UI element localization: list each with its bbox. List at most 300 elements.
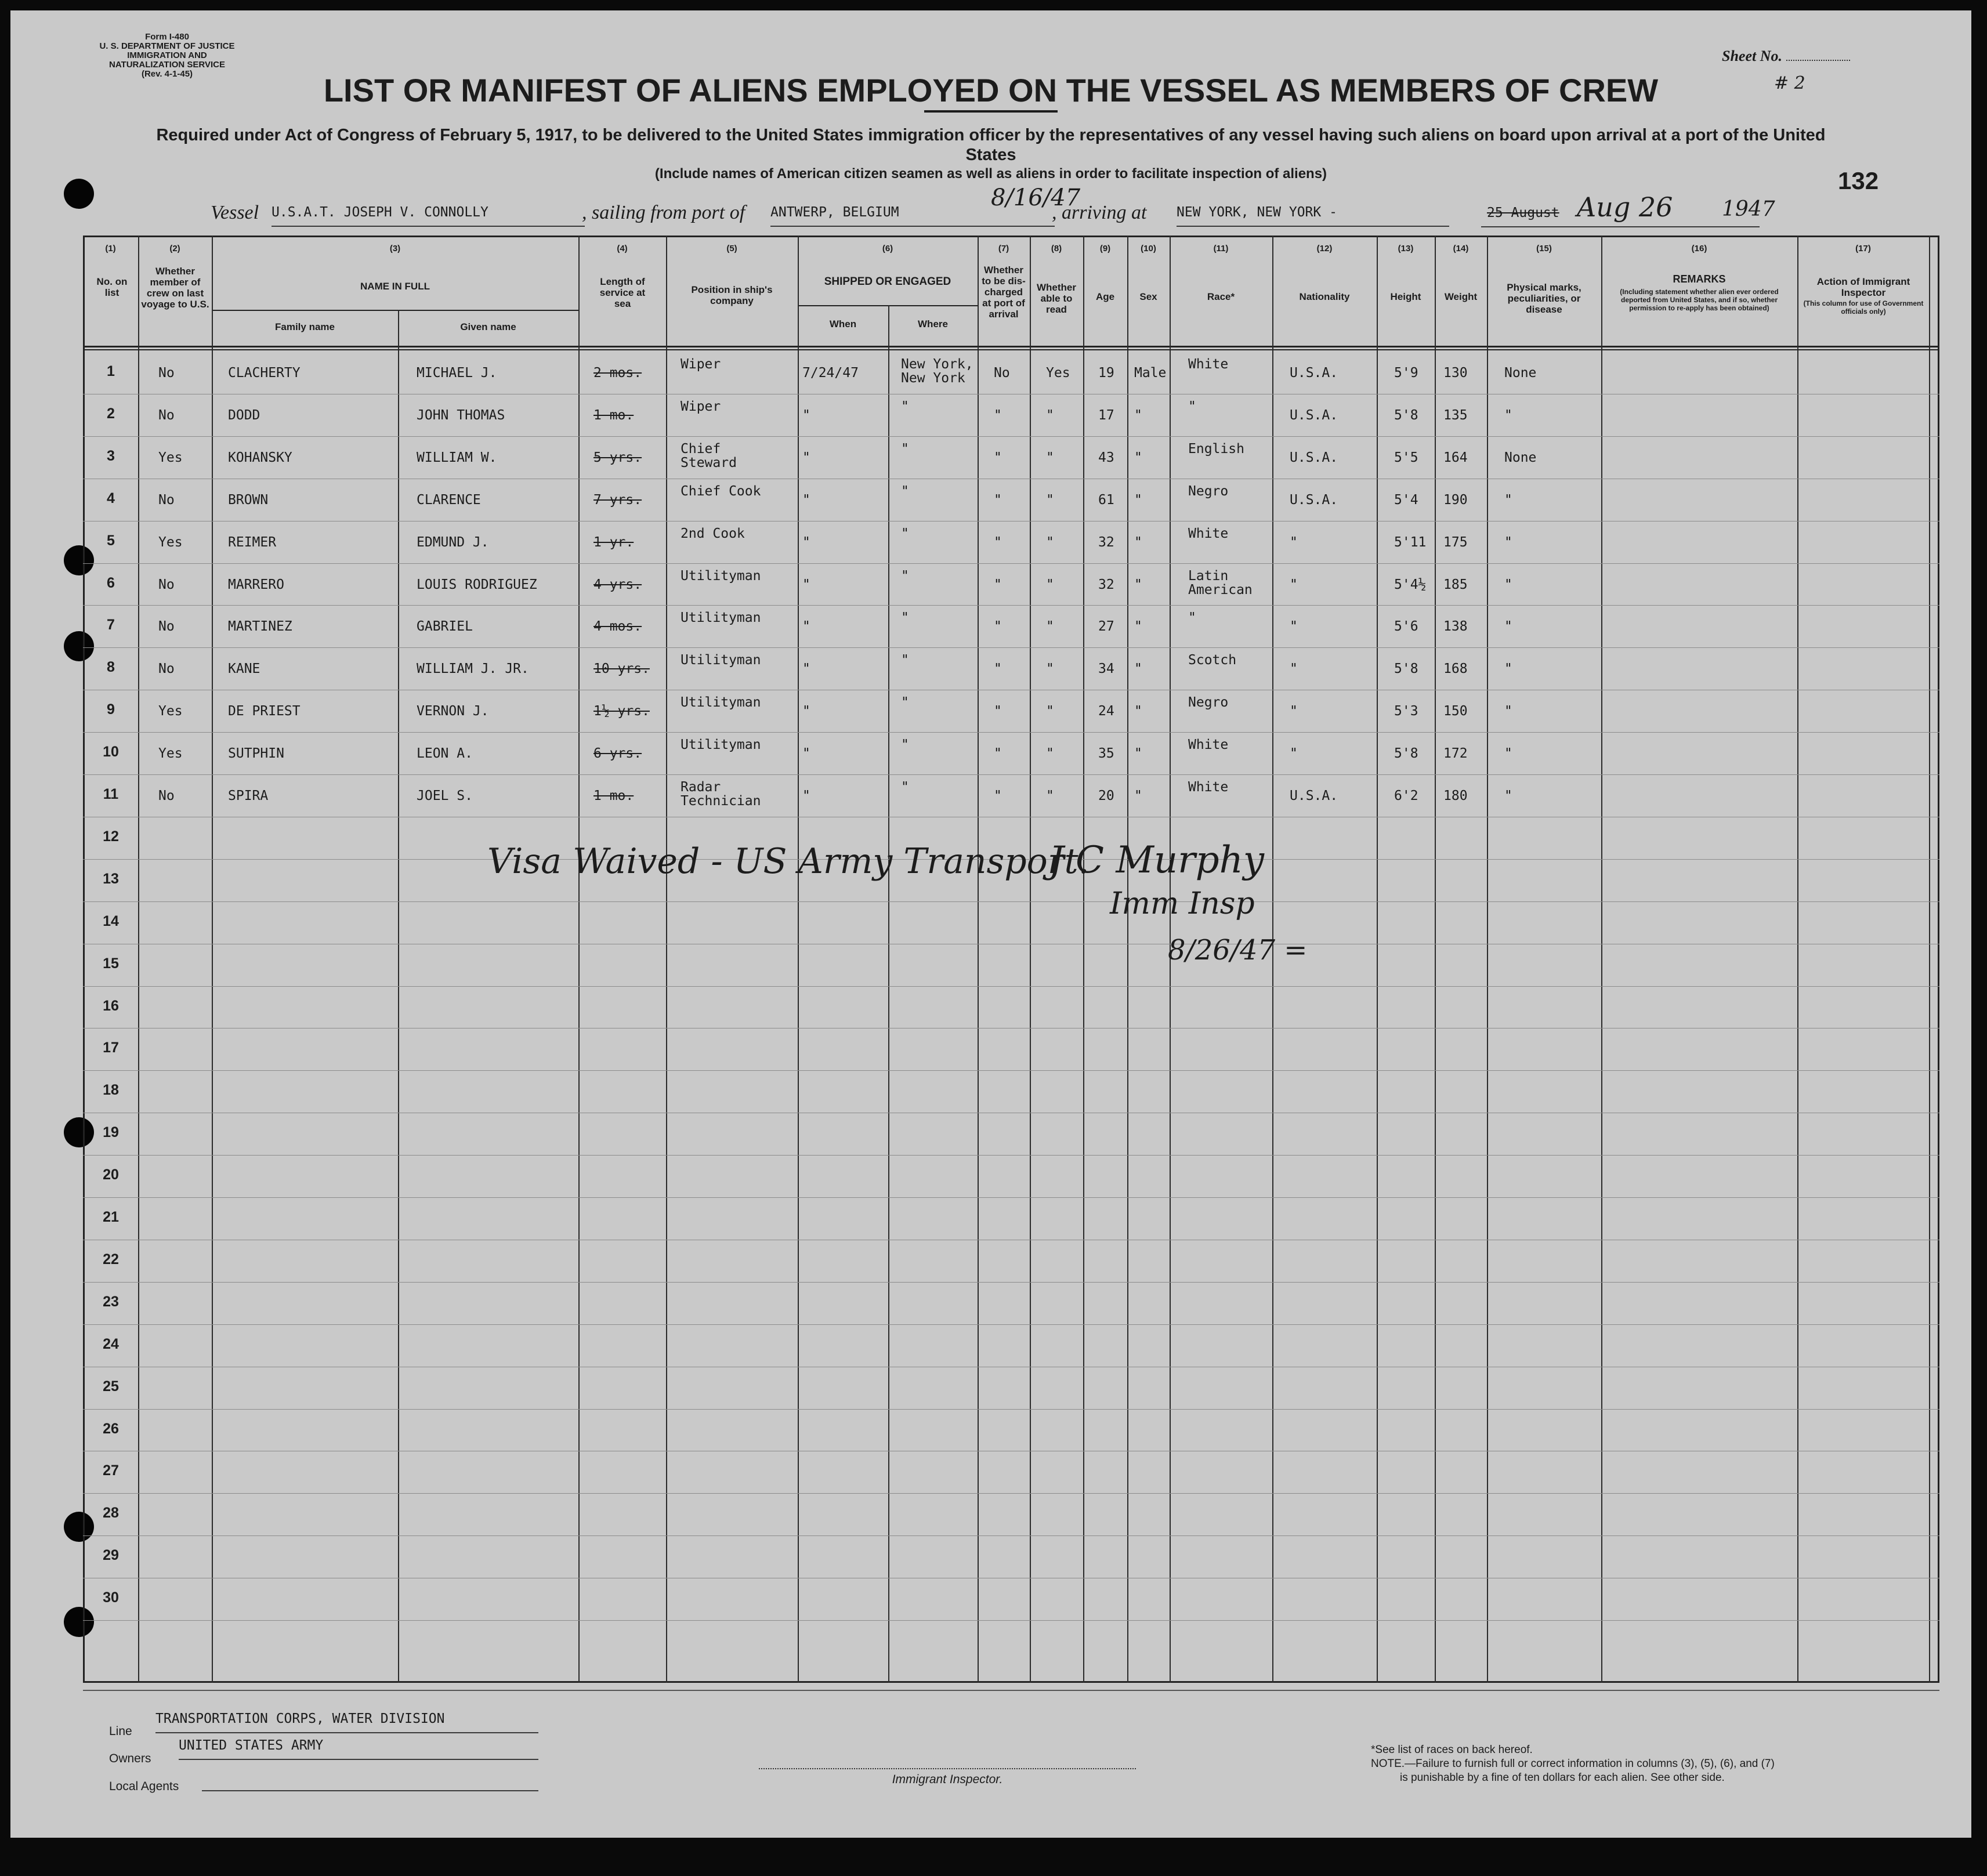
service-length-cell: 4 mos. (593, 619, 642, 635)
age-cell: 27 (1098, 619, 1114, 635)
position-cell: Chief Cook (681, 483, 761, 499)
family-name-cell: SPIRA (228, 788, 269, 803)
col-line (1601, 236, 1602, 1683)
nationality-cell: " (1290, 619, 1298, 635)
row-rule (83, 986, 1939, 987)
races-note: *See list of races on back hereof. (1371, 1744, 1533, 1756)
row-number: 23 (103, 1293, 119, 1310)
family-name-cell: BROWN (228, 492, 269, 508)
col-number: (15) (1536, 244, 1552, 253)
shipped-where-cell: " (901, 737, 909, 753)
position-cell: Wiper (681, 357, 721, 372)
age-cell: 43 (1098, 450, 1114, 465)
struck-date: 25 August (1487, 205, 1559, 220)
service-length-cell: 1 yr. (593, 534, 634, 550)
age-cell: 32 (1098, 534, 1114, 550)
page-number: 132 (1838, 167, 1879, 194)
row-number: 15 (103, 955, 119, 972)
position-cell: Utilityman (681, 737, 761, 753)
weight-cell: 185 (1443, 577, 1468, 592)
family-name-cell: MARRERO (228, 577, 284, 592)
shipped-when-cell: " (802, 788, 810, 803)
sailing-label: , sailing from port of (582, 202, 745, 223)
position-cell: Utilityman (681, 610, 761, 626)
col-line (1797, 236, 1798, 1683)
inspector-signature: J C Murphy (1049, 839, 1264, 882)
able-to-read-cell: " (1046, 534, 1054, 550)
race-cell: Negro (1188, 483, 1229, 499)
nationality-cell: U.S.A. (1290, 788, 1338, 803)
physical-marks-cell: " (1504, 746, 1512, 762)
family-name-cell: KANE (228, 661, 260, 677)
crew-table (83, 236, 1939, 1683)
sex-cell: " (1134, 534, 1142, 550)
able-to-read-cell: " (1046, 450, 1054, 465)
header-inspector-note: (This column for use of Government officials only) (1803, 299, 1924, 316)
service-length-cell: 7 yrs. (593, 492, 642, 508)
footer-separator (83, 1690, 1939, 1691)
nationality-cell: U.S.A. (1290, 365, 1338, 381)
header-last-voyage: Whether member of crew on last voyage to U.S. (141, 266, 209, 310)
able-to-read-cell: " (1046, 704, 1054, 719)
family-name-cell: CLACHERTY (228, 365, 301, 381)
local-agents-line (202, 1790, 538, 1791)
header-sex: Sex (1139, 291, 1157, 302)
row-rule (83, 1493, 1939, 1494)
given-name-cell: WILLIAM W. (417, 450, 497, 465)
sex-cell: " (1134, 450, 1142, 465)
sex-cell: " (1134, 619, 1142, 635)
header-no-on-list: No. on list (96, 276, 128, 298)
age-cell: 17 (1098, 407, 1114, 423)
sex-cell: " (1134, 577, 1142, 592)
service-length-cell: 1 mo. (593, 788, 634, 803)
last-voyage-cell: No (158, 365, 175, 381)
discharged-cell: " (994, 492, 1002, 508)
form-number: Form I-480 (145, 32, 189, 42)
row-number: 2 (107, 405, 115, 422)
row-number: 10 (103, 744, 119, 760)
inspector-title: Imm Insp (1110, 886, 1255, 921)
row-number: 26 (103, 1420, 119, 1437)
weight-cell: 172 (1443, 746, 1468, 762)
given-name-cell: MICHAEL J. (417, 365, 497, 381)
vessel-name: U.S.A.T. JOSEPH V. CONNOLLY (272, 205, 585, 227)
shipped-when-cell: " (802, 534, 810, 550)
race-cell: White (1188, 780, 1229, 795)
col-number: (11) (1213, 244, 1229, 253)
row-rule (83, 1070, 1939, 1071)
given-name-cell: JOEL S. (417, 788, 473, 803)
height-cell: 5'5 (1394, 450, 1418, 465)
shipped-when-cell: " (802, 450, 810, 465)
nationality-cell: U.S.A. (1290, 450, 1338, 465)
shipped-where-cell: New York, New York (901, 357, 973, 386)
line-label: Line (109, 1725, 132, 1738)
row-number: 20 (103, 1167, 119, 1183)
owners-label: Owners (109, 1752, 151, 1765)
nationality-cell: " (1290, 534, 1298, 550)
row-number: 16 (103, 997, 119, 1014)
nationality-cell: " (1290, 661, 1298, 677)
row-number: 3 (107, 447, 115, 464)
row-number: 6 (107, 574, 115, 591)
physical-marks-cell: " (1504, 704, 1512, 719)
able-to-read-cell: Yes (1046, 365, 1070, 381)
height-cell: 5'8 (1394, 661, 1418, 677)
row-rule (83, 1197, 1939, 1198)
height-cell: 5'8 (1394, 407, 1418, 423)
service-length-cell: 6 yrs. (593, 746, 642, 762)
col-line (888, 305, 889, 1683)
row-number: 18 (103, 1082, 119, 1099)
weight-cell: 164 (1443, 450, 1468, 465)
row-rule (83, 901, 1939, 902)
punch-hole (64, 179, 94, 209)
position-cell: Radar Technician (681, 780, 761, 809)
row-number: 7 (107, 617, 115, 633)
agency-service-line: IMMIGRATION AND NATURALIZATION SERVICE (108, 50, 225, 70)
col-number: (8) (1051, 244, 1062, 253)
height-cell: 5'4 (1394, 492, 1418, 508)
race-cell: White (1188, 357, 1229, 372)
service-length-cell: 1 mo. (593, 407, 634, 423)
family-name-cell: SUTPHIN (228, 746, 284, 762)
race-cell: English (1188, 441, 1244, 457)
position-cell: Wiper (681, 399, 721, 414)
shipped-where-cell: " (901, 483, 909, 499)
immigrant-inspector-label: Immigrant Inspector. (892, 1773, 1003, 1786)
manifest-sheet (10, 10, 1971, 1838)
family-name-cell: DE PRIEST (228, 704, 301, 719)
family-name-cell: REIMER (228, 534, 277, 550)
header-length-of-service: Length of service at sea (599, 276, 646, 309)
sex-cell: " (1134, 407, 1142, 423)
header-able-to-read: Whether able to read (1037, 282, 1076, 315)
col-line (1083, 236, 1084, 1683)
weight-cell: 135 (1443, 407, 1468, 423)
shipped-when-cell: " (802, 407, 810, 423)
vessel-label: Vessel (211, 202, 259, 223)
row-number: 27 (103, 1462, 119, 1479)
discharged-cell: No (994, 365, 1010, 381)
header-remarks-note: (Including statement whether alien ever ordered deported from United States, and if so, whether permission to re-apply has been obtained) (1620, 288, 1779, 312)
header-race: Race* (1207, 291, 1235, 302)
service-length-cell: 4 yrs. (593, 577, 642, 592)
header-remarks: REMARKS (1673, 273, 1726, 285)
shipped-where-cell: " (901, 526, 909, 541)
sheet-number: # 2 (1774, 73, 1805, 93)
weight-cell: 150 (1443, 704, 1468, 719)
age-cell: 24 (1098, 704, 1114, 719)
shipped-where-cell: " (901, 695, 909, 711)
row-number: 8 (107, 659, 115, 676)
position-cell: Chief Steward (681, 441, 737, 470)
row-number: 30 (103, 1589, 119, 1606)
visa-waived-annotation: Visa Waived - US Army Transport. (487, 841, 1090, 882)
col-line (798, 236, 799, 1683)
position-cell: Utilityman (681, 695, 761, 711)
physical-marks-cell: " (1504, 577, 1512, 592)
header-weight: Weight (1444, 291, 1478, 302)
height-cell: 5'8 (1394, 746, 1418, 762)
last-voyage-cell: Yes (158, 534, 183, 550)
nationality-cell: " (1290, 577, 1298, 592)
discharged-cell: " (994, 619, 1002, 635)
last-voyage-cell: Yes (158, 746, 183, 762)
row-rule (83, 1620, 1939, 1621)
row-number: 19 (103, 1124, 119, 1141)
row-number: 9 (107, 701, 115, 718)
age-cell: 35 (1098, 746, 1114, 762)
header-given-name: Given name (460, 321, 516, 332)
shipped-where-cell: " (901, 653, 909, 668)
fine-note-continued: is punishable by a fine of ten dollars for each alien. See other side. (1400, 1772, 1725, 1784)
race-cell: Scotch (1188, 653, 1237, 668)
row-number: 25 (103, 1378, 119, 1395)
col-number: (12) (1316, 244, 1333, 253)
able-to-read-cell: " (1046, 492, 1054, 508)
height-cell: 5'4½ (1394, 577, 1427, 592)
owners-value: UNITED STATES ARMY (179, 1738, 538, 1760)
arrival-date: Aug 26 (1577, 191, 1673, 223)
last-voyage-cell: Yes (158, 450, 183, 465)
date-underline (1481, 226, 1760, 227)
physical-marks-cell: None (1504, 450, 1537, 465)
able-to-read-cell: " (1046, 619, 1054, 635)
given-name-cell: WILLIAM J. JR. (417, 661, 529, 677)
header-height: Height (1390, 291, 1421, 302)
arriving-label: , arriving at (1052, 202, 1147, 223)
row-rule (83, 1282, 1939, 1283)
height-cell: 6'2 (1394, 788, 1418, 803)
col-line (578, 236, 580, 1683)
service-length-cell: 10 yrs. (593, 661, 650, 677)
shipped-when-cell: 7/24/47 (802, 365, 859, 381)
weight-cell: 180 (1443, 788, 1468, 803)
arrival-port: NEW YORK, NEW YORK - (1177, 205, 1449, 227)
discharged-cell: " (994, 407, 1002, 423)
col-line (1377, 236, 1378, 1683)
last-voyage-cell: No (158, 619, 175, 635)
row-rule (83, 1535, 1939, 1536)
discharged-cell: " (994, 661, 1002, 677)
sex-cell: Male (1134, 365, 1167, 381)
document-subtitle: Required under Act of Congress of February 5, 1917, to be delivered to the United States immigration officer by the representatives of any vessel having such aliens on board upon arrival at a port of the United States (156, 126, 1826, 164)
name-header-divider (212, 310, 578, 311)
physical-marks-cell: " (1504, 788, 1512, 803)
race-cell: Latin American (1188, 568, 1253, 597)
discharged-cell: " (994, 577, 1002, 592)
row-number: 1 (107, 363, 115, 379)
row-number: 21 (103, 1209, 119, 1225)
col-number: (10) (1141, 244, 1156, 253)
col-line (1435, 236, 1436, 1683)
col-number: (13) (1398, 244, 1414, 253)
header-age: Age (1095, 291, 1115, 302)
race-cell: White (1188, 737, 1229, 753)
shipped-when-cell: " (802, 661, 810, 677)
row-rule (83, 1409, 1939, 1410)
row-number: 14 (103, 912, 119, 929)
shipped-when-cell: " (802, 704, 810, 719)
col-number: (7) (998, 244, 1009, 253)
header-separator-double (83, 349, 1939, 350)
last-voyage-cell: No (158, 407, 175, 423)
row-number: 17 (103, 1040, 119, 1056)
departure-port: ANTWERP, BELGIUM (770, 205, 1055, 227)
col-number: (9) (1099, 244, 1111, 253)
document-title: LIST OR MANIFEST OF ALIENS EMPLOYED ON THE VESSEL AS MEMBERS OF CREW (323, 72, 1659, 108)
age-cell: 34 (1098, 661, 1114, 677)
height-cell: 5'6 (1394, 619, 1418, 635)
age-cell: 20 (1098, 788, 1114, 803)
col-number: (3) (389, 244, 401, 253)
service-length-cell: 2 mos. (593, 365, 642, 381)
able-to-read-cell: " (1046, 788, 1054, 803)
sex-cell: " (1134, 704, 1142, 719)
last-voyage-cell: Yes (158, 704, 183, 719)
nationality-cell: " (1290, 704, 1298, 719)
sex-cell: " (1134, 746, 1142, 762)
age-cell: 19 (1098, 365, 1114, 381)
col-line (212, 236, 213, 1683)
nationality-cell: U.S.A. (1290, 492, 1338, 508)
family-name-cell: KOHANSKY (228, 450, 292, 465)
given-name-cell: LEON A. (417, 746, 473, 762)
discharged-cell: " (994, 450, 1002, 465)
inspection-date: 8/26/47 = (1168, 934, 1308, 966)
race-cell: " (1188, 610, 1196, 626)
able-to-read-cell: " (1046, 746, 1054, 762)
sex-cell: " (1134, 661, 1142, 677)
shipped-where-cell: " (901, 399, 909, 414)
col-number: (17) (1855, 244, 1871, 253)
weight-cell: 130 (1443, 365, 1468, 381)
row-rule (83, 647, 1939, 648)
form-revision: (Rev. 4-1-45) (141, 69, 193, 79)
physical-marks-cell: " (1504, 619, 1512, 635)
age-cell: 32 (1098, 577, 1114, 592)
header-inspector-action: Action of Immigrant Inspector (1816, 276, 1910, 298)
physical-marks-cell: " (1504, 661, 1512, 677)
row-number: 5 (107, 532, 115, 549)
service-length-cell: 1½ yrs. (593, 704, 650, 719)
service-length-cell: 5 yrs. (593, 450, 642, 465)
last-voyage-cell: No (158, 492, 175, 508)
position-cell: Utilityman (681, 653, 761, 668)
header-shipped-engaged: SHIPPED OR ENGAGED (824, 276, 951, 288)
height-cell: 5'11 (1394, 534, 1427, 550)
header-separator (83, 346, 1939, 347)
inspector-signature-line (759, 1768, 1136, 1769)
col-line (1127, 236, 1128, 1683)
table-frame (83, 236, 1939, 1683)
position-cell: Utilityman (681, 568, 761, 584)
col-number: (1) (105, 244, 116, 253)
shipped-where-cell: " (901, 441, 909, 457)
family-name-cell: DODD (228, 407, 260, 423)
row-number: 29 (103, 1547, 119, 1564)
physical-marks-cell: " (1504, 407, 1512, 423)
discharged-cell: " (994, 788, 1002, 803)
family-name-cell: MARTINEZ (228, 619, 292, 635)
physical-marks-cell: None (1504, 365, 1537, 381)
col-line (398, 310, 399, 1683)
shipped-where-cell: " (901, 610, 909, 626)
row-rule (83, 1324, 1939, 1325)
shipped-when-cell: " (802, 746, 810, 762)
row-number: 12 (103, 828, 119, 845)
weight-cell: 175 (1443, 534, 1468, 550)
nationality-cell: " (1290, 746, 1298, 762)
agency-line: U. S. DEPARTMENT OF JUSTICE (99, 41, 235, 51)
discharged-cell: " (994, 746, 1002, 762)
row-rule (83, 605, 1939, 606)
race-cell: Negro (1188, 695, 1229, 711)
last-voyage-cell: No (158, 788, 175, 803)
able-to-read-cell: " (1046, 577, 1054, 592)
row-number: 22 (103, 1251, 119, 1267)
col-number: (6) (882, 244, 893, 253)
discharged-cell: " (994, 704, 1002, 719)
given-name-cell: CLARENCE (417, 492, 481, 508)
weight-cell: 190 (1443, 492, 1468, 508)
race-cell: White (1188, 526, 1229, 541)
age-cell: 61 (1098, 492, 1114, 508)
shipped-where-cell: " (901, 568, 909, 584)
arrival-year: 1947 (1722, 197, 1775, 221)
row-number: 11 (103, 786, 119, 802)
col-line (1487, 236, 1488, 1683)
given-name-cell: VERNON J. (417, 704, 489, 719)
col-number: (4) (617, 244, 628, 253)
given-name-cell: GABRIEL (417, 619, 473, 635)
shipped-where-cell: " (901, 780, 909, 795)
col-line (138, 236, 139, 1683)
last-voyage-cell: No (158, 577, 175, 592)
sex-cell: " (1134, 788, 1142, 803)
physical-marks-cell: " (1504, 534, 1512, 550)
row-rule (83, 436, 1939, 437)
row-number: 13 (103, 870, 119, 887)
last-voyage-cell: No (158, 661, 175, 677)
row-rule (83, 774, 1939, 775)
local-agents-label: Local Agents (109, 1780, 179, 1793)
col-number: (16) (1691, 244, 1707, 253)
race-cell: " (1188, 399, 1196, 414)
row-rule (83, 1155, 1939, 1156)
header-where: Where (918, 318, 948, 329)
row-rule (83, 732, 1939, 733)
fine-note: NOTE.—Failure to furnish full or correct information in columns (3), (5), (6), and (7) (1371, 1758, 1775, 1770)
sex-cell: " (1134, 492, 1142, 508)
discharged-cell: " (994, 534, 1002, 550)
shipped-when-cell: " (802, 492, 810, 508)
position-cell: 2nd Cook (681, 526, 745, 541)
col-number: (14) (1453, 244, 1469, 253)
line-value: TRANSPORTATION CORPS, WATER DIVISION (155, 1711, 538, 1733)
header-physical-marks: Physical marks, peculiarities, or disease (1507, 282, 1581, 315)
given-name-cell: EDMUND J. (417, 534, 489, 550)
col-number: (5) (726, 244, 737, 253)
header-discharged: Whether to be dis- charged at port of arrival (982, 265, 1026, 320)
header-when: When (829, 318, 857, 329)
col-line (1929, 236, 1930, 1683)
row-number: 28 (103, 1505, 119, 1522)
shipped-when-cell: " (802, 619, 810, 635)
row-number: 24 (103, 1335, 119, 1352)
